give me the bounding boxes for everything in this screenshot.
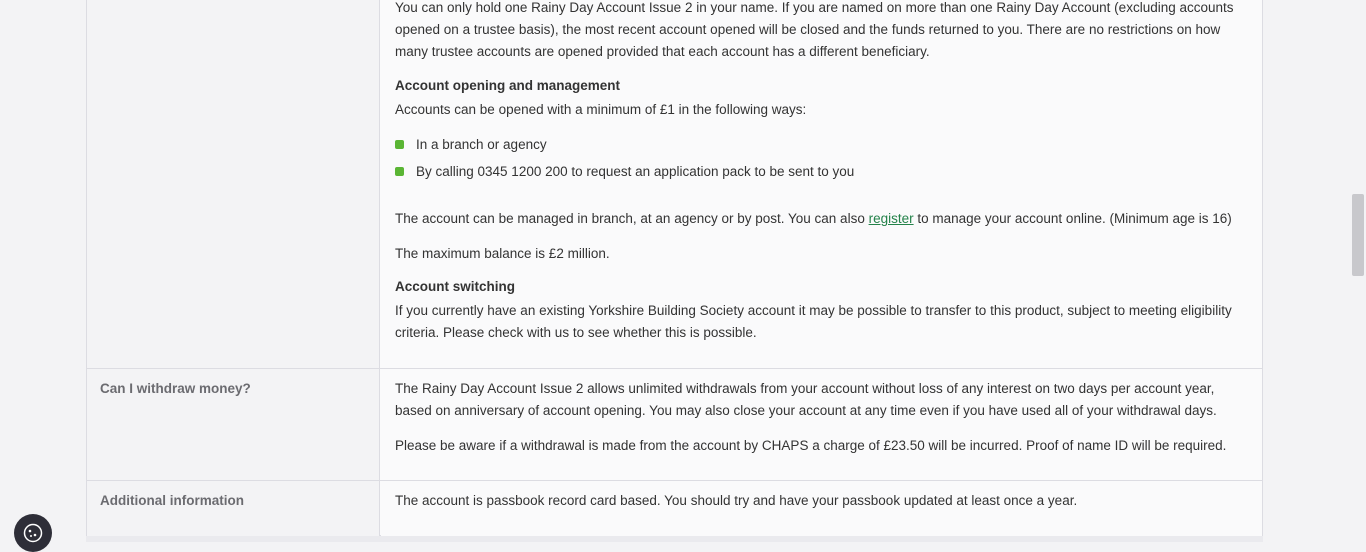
- max-balance-paragraph: The maximum balance is £2 million.: [395, 246, 610, 261]
- minimum-paragraph: Accounts can be opened with a minimum of £1 in the following ways:: [395, 102, 807, 117]
- table-bottom-edge: [86, 536, 1263, 542]
- passbook-paragraph: The account is passbook record card based. You should try and have your passbook updated at least once a year.: [395, 493, 1078, 508]
- register-link[interactable]: register: [868, 211, 914, 226]
- switching-paragraph: If you currently have an existing Yorkshire Building Society account it may be possible to transfer to this product, subject to meeting eligibility criteria. Please check with us to see whether this is possible.: [395, 303, 1232, 340]
- row-content: [381, 369, 1262, 481]
- bullet-icon: [395, 167, 404, 176]
- row-content: [381, 0, 1262, 368]
- withdraw-paragraph: The Rainy Day Account Issue 2 allows unlimited withdrawals from your account without loss of any interest on two days per account year, based on anniversary of account opening. You may also close your account at any time even if you have used all of your withdrawal days.: [395, 381, 1217, 418]
- cookie-settings-button[interactable]: [14, 514, 52, 552]
- heading-account-opening: Account opening and management: [395, 78, 621, 93]
- trustee-paragraph: You can only hold one Rainy Day Account Issue 2 in your name. If you are named on more than one Rainy Day Account (excluding accounts opened on a trustee basis), the most recent account opened will be closed and the funds returned to you. There are no restrictions on how many trustee accounts are opened provided that each account has a different beneficiary.: [395, 0, 1234, 59]
- scrollbar-thumb[interactable]: [1352, 194, 1364, 276]
- table-row-withdraw: [87, 368, 1262, 481]
- row-label: Additional information: [100, 493, 244, 508]
- manage-text-before: The account can be managed in branch, at an agency or by post. You can also: [395, 211, 869, 226]
- manage-text-after: to manage your account online. (Minimum age is 16): [913, 211, 1232, 226]
- row-label: Can I withdraw money?: [100, 381, 251, 396]
- heading-account-switching: Account switching: [395, 279, 516, 294]
- cookie-icon: [22, 522, 44, 544]
- manage-paragraph: [395, 208, 1250, 230]
- row-header-empty: [87, 0, 380, 368]
- product-details-table: [86, 0, 1263, 536]
- bullet-icon: [395, 140, 404, 149]
- chaps-paragraph: Please be aware if a withdrawal is made from the account by CHAPS a charge of £23.50 will be incurred. Proof of name ID will be required.: [395, 438, 1227, 453]
- row-header-additional: [87, 481, 380, 537]
- table-row-account-opening: [87, 0, 1262, 368]
- row-content: [381, 481, 1262, 537]
- scrollbar[interactable]: [1350, 0, 1366, 542]
- table-row-additional-info: [87, 480, 1262, 537]
- list-item: By calling 0345 1200 200 to request an application pack to be sent to you: [416, 164, 855, 179]
- list-item: In a branch or agency: [416, 137, 547, 152]
- row-header-withdraw: [87, 369, 380, 481]
